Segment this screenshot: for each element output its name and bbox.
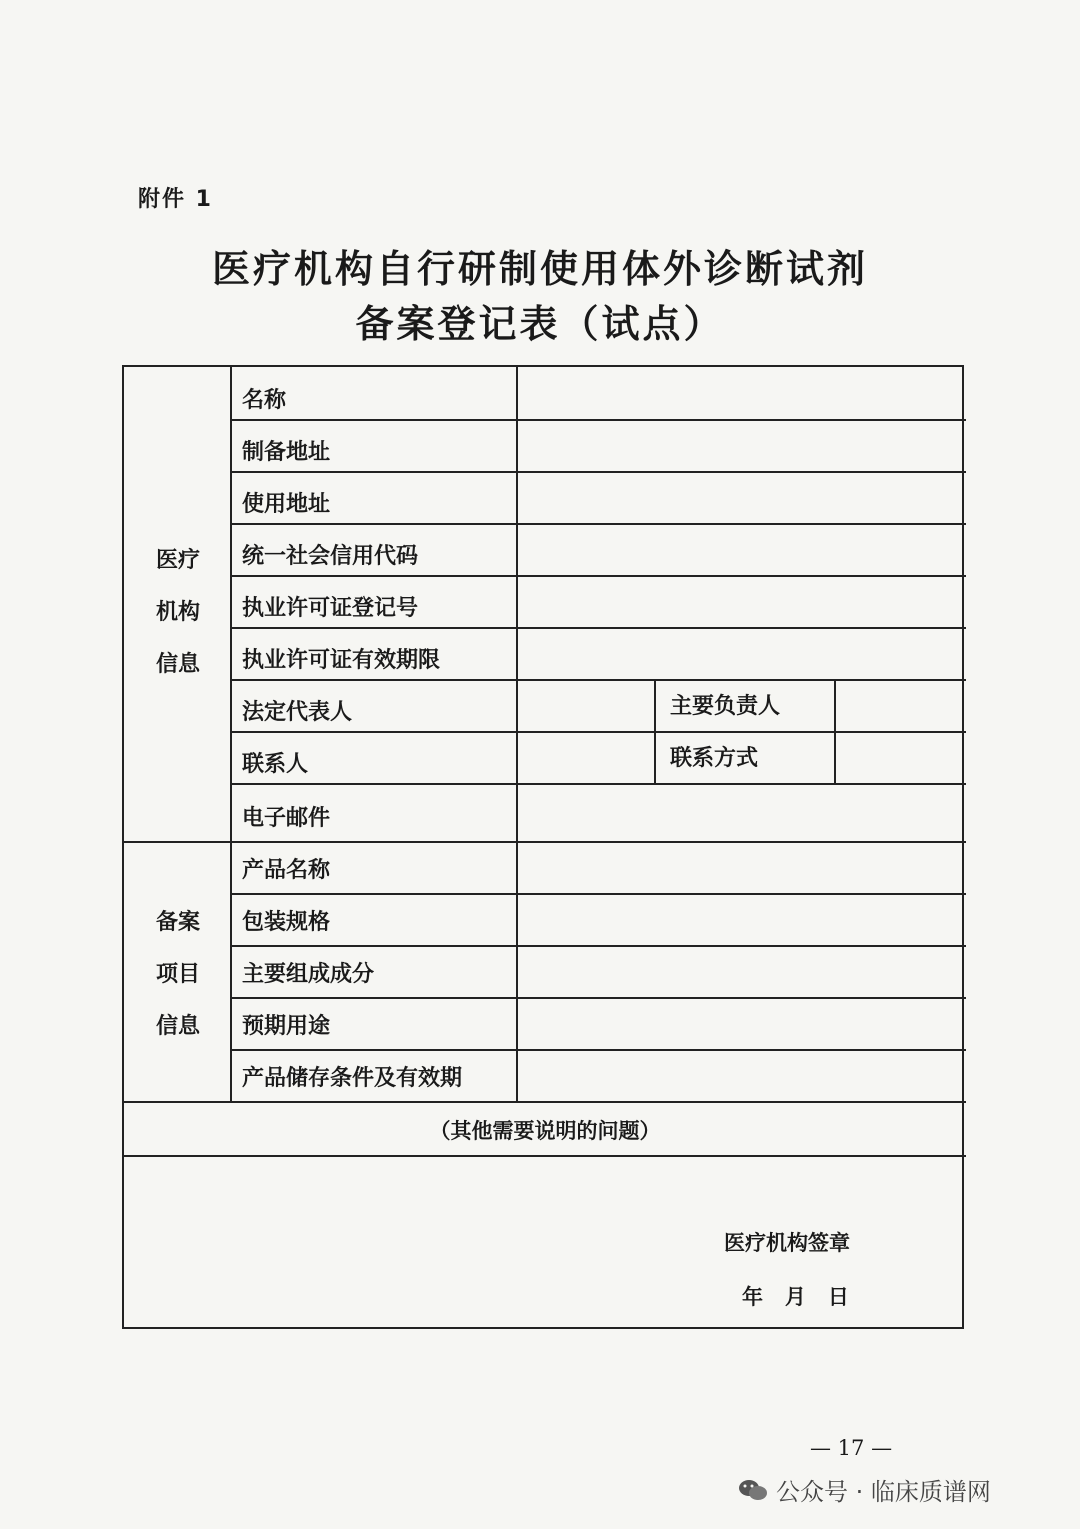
label-license-no: 执业许可证登记号 — [242, 596, 419, 621]
date-label: 年 月 日 — [742, 1284, 849, 1309]
row-line — [230, 1049, 966, 1051]
label-email: 电子邮件 — [242, 806, 331, 831]
registration-form-table — [122, 365, 964, 1329]
watermark — [738, 1472, 991, 1507]
label-license-validity: 执业许可证有效期限 — [242, 648, 441, 673]
row-line — [230, 893, 966, 895]
label-name: 名称 — [242, 388, 287, 413]
row-line — [230, 523, 966, 525]
label-storage: 产品储存条件及有效期 — [242, 1066, 463, 1091]
project-section-title: 备案 项目 信息 — [155, 910, 200, 1039]
label-main-components: 主要组成成分 — [242, 962, 375, 987]
label-legal-rep: 法定代表人 — [242, 700, 353, 725]
attachment-label: 附件 1 — [138, 187, 213, 212]
section-line — [124, 841, 966, 843]
notes-header: （其他需要说明的问题） — [429, 1118, 661, 1143]
institution-seal-label: 医疗机构签章 — [724, 1230, 850, 1255]
section-divider — [230, 367, 232, 1101]
row-line — [230, 627, 966, 629]
wechat-icon — [738, 1478, 768, 1502]
row-line — [230, 945, 966, 947]
row-line — [230, 575, 966, 577]
label-intended-use: 预期用途 — [242, 1014, 331, 1039]
section-line — [124, 1101, 966, 1103]
watermark-text: 公众号 · 临床质谱网 — [776, 1478, 991, 1506]
row-line — [230, 679, 966, 681]
label-product-name: 产品名称 — [242, 858, 331, 883]
row-line — [230, 471, 966, 473]
label-use-address: 使用地址 — [242, 492, 331, 517]
row-line — [230, 783, 966, 785]
label-credit-code: 统一社会信用代码 — [242, 544, 419, 569]
value-divider — [516, 367, 518, 1101]
form-title-line1: 医疗机构自行研制使用体外诊断试剂 — [211, 246, 868, 291]
label-prep-address: 制备地址 — [242, 440, 331, 465]
row-line — [230, 997, 966, 999]
note-line — [124, 1155, 966, 1157]
form-title-line2: 备案登记表（试点） — [355, 301, 725, 346]
label-main-person: 主要负责人 — [670, 694, 781, 719]
row-line — [230, 731, 966, 733]
label-contact: 联系人 — [242, 752, 309, 777]
label-contact-method: 联系方式 — [670, 746, 759, 771]
page-number: — 17 — — [810, 1436, 893, 1460]
institution-section-title: 医疗 机构 信息 — [155, 548, 200, 677]
row-line — [230, 419, 966, 421]
label-package-spec: 包装规格 — [242, 910, 331, 935]
